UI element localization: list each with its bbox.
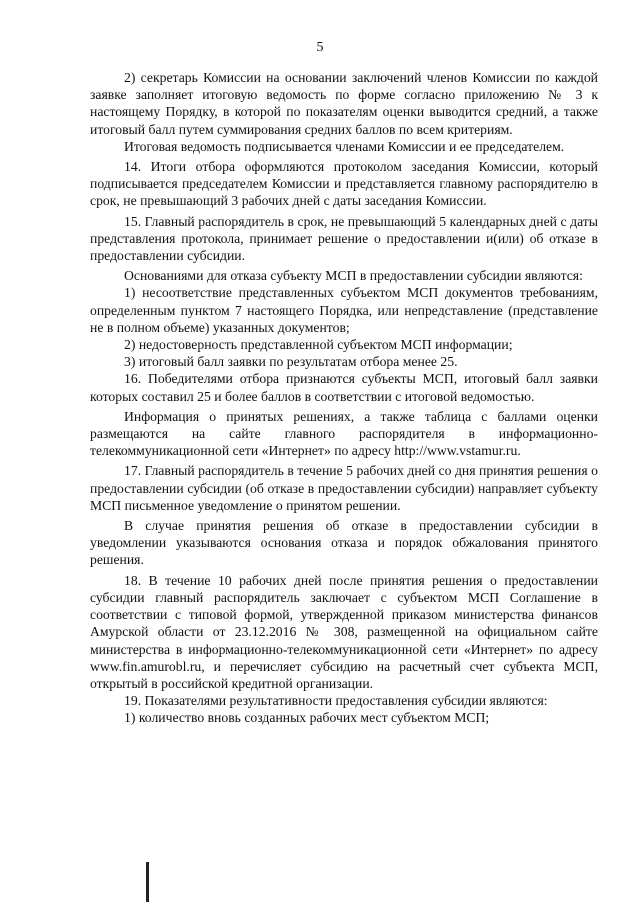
paragraph-item-15: 15. Главный распорядитель в срок, не превышающий 5 календарных дней с даты представления протокола, принимает решение о предоставлении и(или) об отказе в предоставлении субсидии. [90,213,598,264]
paragraph-item-16: 16. Победителями отбора признаются субъекты МСП, итоговый балл заявки которых составил 25 и более баллов в соответствии с итоговой ведомостью. [90,371,598,404]
list-item-refusal-2: 2) недостоверность представленной субъектом МСП информации; [124,337,513,353]
list-item-refusal-3: 3) итоговый балл заявки по результатам отбора менее 25. [124,354,458,370]
list-item-indicator-1: 1) количество вновь созданных рабочих мест субъектом МСП; [124,710,490,726]
paragraph-information-publication: Информация о принятых решениях, а также таблица с баллами оценки размещаются на сайте главного распорядителя в информационно-телекоммуникационной сети «Интернет» по адресу http://www.vstamur.ru. [90,408,598,459]
scan-artifact-mark [146,862,149,902]
paragraph-item-19: 19. Показателями результативности предоставления субсидии являются: [124,693,548,709]
paragraph-item-14: 14. Итоги отбора оформляются протоколом заседания Комиссии, который подписывается председателем Комиссии и представляется главному распорядителю в срок, не превышающий 3 рабочих дней с даты заседания Комиссии. [90,159,598,209]
list-item-refusal-1: 1) несоответствие представленных субъектом МСП документов требованиям, определенным пунктом 7 настоящего Порядка, или непредставление (представление не в полном объеме) указанных документов; [90,285,598,335]
paragraph-item-18: 18. В течение 10 рабочих дней после принятия решения о предоставлении субсидии главный распорядитель заключает с субъектом МСП Соглашение в соответствии с типовой формой, утвержденной приказом министерства финансов Амурской области от 23.12.2016 № 308, размещенной на официальном сайте министерства в информационно-телекоммуникационной сети «Интернет» по адресу www.fin.amurobl.ru, и перечисляет субсидию на расчетный счет субъекта МСП, открытый в российской кредитной организации. [90,572,598,691]
paragraph-refusal-notice: В случае принятия решения об отказе в предоставлении субсидии в уведомлении указываются основания отказа и порядок обжалования принятого решения. [90,518,598,568]
paragraph-refusal-grounds: Основаниями для отказа субъекту МСП в предоставлении субсидии являются: [124,268,583,284]
page-number: 5 [316,40,324,55]
paragraph-item-17: 17. Главный распорядитель в течение 5 рабочих дней со дня принятия решения о предоставлении субсидии (об отказе в предоставлении субсидии) направляет субъекту МСП письменное уведомление о принятом решении. [90,463,598,513]
paragraph-secretary-duties: 2) секретарь Комиссии на основании заключений членов Комиссии по каждой заявке заполняет итоговую ведомость по форме согласно приложению № 3 к настоящему Порядку, в которой по показателям оценки выводится средний, а также итоговый балл путем суммирования средних баллов по всем критериям. [90,70,598,137]
document-body [90,69,598,727]
paragraph-final-statement-signing: Итоговая ведомость подписывается членами Комиссии и ее председателем. [124,138,565,154]
